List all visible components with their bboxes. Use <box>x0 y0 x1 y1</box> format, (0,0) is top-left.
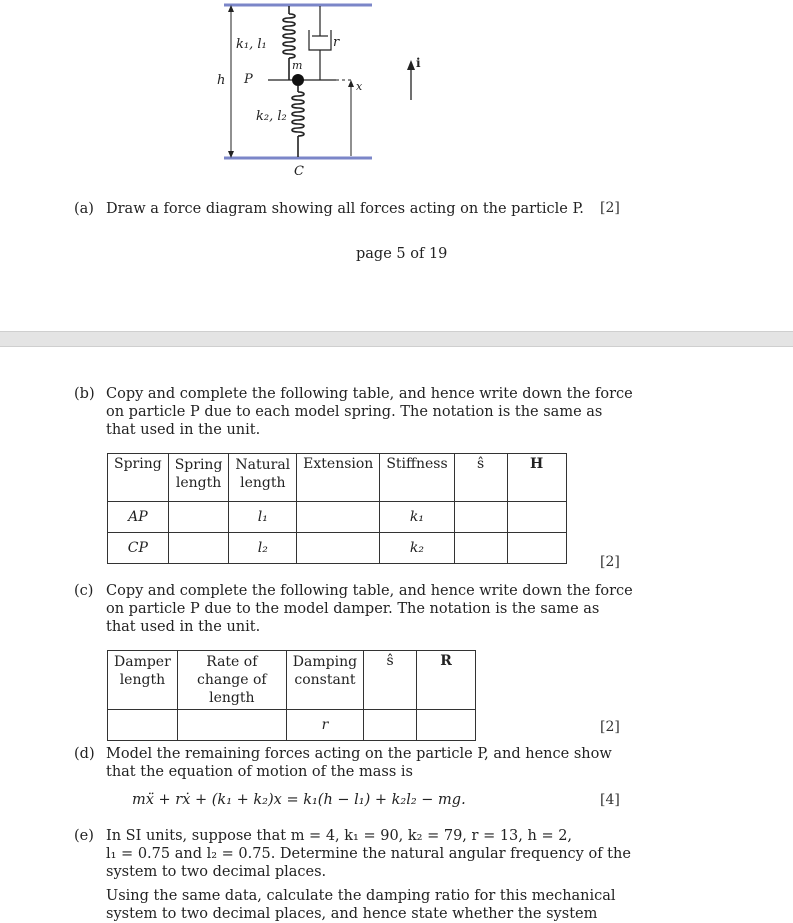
damper-table <box>107 650 476 741</box>
label-C: C <box>294 164 304 179</box>
text-line: Using the same data, calculate the damping ratio for this mechanical <box>106 888 616 904</box>
table-cell <box>177 710 286 741</box>
header-cell: H <box>507 454 566 502</box>
table-cell <box>507 502 566 533</box>
table-cell <box>297 502 380 533</box>
header-cell: R <box>417 651 476 710</box>
label-i: i <box>416 56 421 70</box>
table-cell: l₁ <box>229 502 297 533</box>
label-m: m <box>292 59 303 72</box>
table-header-row <box>108 651 476 710</box>
table-cell: k₁ <box>380 502 454 533</box>
label-r: r <box>333 35 340 50</box>
text-line: that used in the unit. <box>106 619 261 635</box>
table-cell <box>507 533 566 564</box>
table-cell <box>454 502 507 533</box>
text-line: system to two decimal places. <box>106 864 327 880</box>
text-line: on particle P due to the model damper. The notation is the same as <box>106 601 600 617</box>
table-cell <box>364 710 417 741</box>
part-a-label: (a) <box>74 201 94 217</box>
spring-table <box>107 453 567 564</box>
text-line: l₁ = 0.75 and l₂ = 0.75. Determine the natural angular frequency of the <box>106 846 631 862</box>
page-footer: page 5 of 19 <box>356 246 448 262</box>
table-cell <box>417 710 476 741</box>
text-line: on particle P due to each model spring. The notation is the same as <box>106 404 603 420</box>
table-cell <box>168 502 229 533</box>
part-b-label: (b) <box>74 386 95 402</box>
header-cell: ŝ <box>454 454 507 502</box>
table-cell: k₂ <box>380 533 454 564</box>
label-x: x <box>356 80 363 93</box>
text-line: In SI units, suppose that m = 4, k₁ = 90, k₂ = 79, r = 13, h = 2, <box>106 828 573 844</box>
header-cell: Natural length <box>229 454 297 502</box>
equation-of-motion: mẍ + rẋ + (k₁ + k₂)x = k₁(h − l₁) + k₂l₂ − mg. <box>132 792 466 808</box>
label-P: P <box>244 72 253 87</box>
text-line: that used in the unit. <box>106 422 261 438</box>
table-cell: AP <box>108 502 169 533</box>
header-cell: Damper length <box>108 651 178 710</box>
part-d-label: (d) <box>74 746 95 762</box>
header-cell: Damping constant <box>286 651 363 710</box>
table-row <box>108 710 476 741</box>
text-line: system to two decimal places, and hence state whether the system <box>106 906 598 922</box>
table-header-row <box>108 454 567 502</box>
table-cell: l₂ <box>229 533 297 564</box>
text-line: Model the remaining forces acting on the particle P, and hence show <box>106 746 612 762</box>
header-cell: ŝ <box>364 651 417 710</box>
header-cell: Spring <box>108 454 169 502</box>
text-line: Copy and complete the following table, and hence write down the force <box>106 386 633 402</box>
label-k2-l2: k₂, l₂ <box>256 109 287 124</box>
text-line: Copy and complete the following table, and hence write down the force <box>106 583 633 599</box>
table-row <box>108 533 567 564</box>
header-cell: Stiffness <box>380 454 454 502</box>
header-cell: Rate of change of length <box>177 651 286 710</box>
part-a-marks: [2] <box>600 200 620 216</box>
part-b-marks: [2] <box>600 554 620 570</box>
part-e-label: (e) <box>74 828 94 844</box>
table-cell: CP <box>108 533 169 564</box>
table-row <box>108 502 567 533</box>
part-c-text <box>106 582 633 636</box>
header-cell: Extension <box>297 454 380 502</box>
part-e-text-2 <box>106 887 616 923</box>
spring-damper-diagram <box>210 0 440 180</box>
part-c-marks: [2] <box>600 719 620 735</box>
table-cell <box>108 710 178 741</box>
page-break <box>0 331 793 347</box>
part-d-marks: [4] <box>600 792 620 808</box>
part-d-text <box>106 745 612 781</box>
text-line: that the equation of motion of the mass is <box>106 764 413 780</box>
part-a-text: Draw a force diagram showing all forces acting on the particle P. <box>106 201 584 217</box>
table-cell <box>454 533 507 564</box>
table-cell <box>168 533 229 564</box>
table-cell: r <box>286 710 363 741</box>
label-k1-l1: k₁, l₁ <box>236 37 267 52</box>
part-e-text <box>106 827 631 881</box>
label-h: h <box>217 73 226 88</box>
table-cell <box>297 533 380 564</box>
part-c-label: (c) <box>74 583 94 599</box>
part-b-text <box>106 385 633 439</box>
header-cell: Spring length <box>168 454 229 502</box>
